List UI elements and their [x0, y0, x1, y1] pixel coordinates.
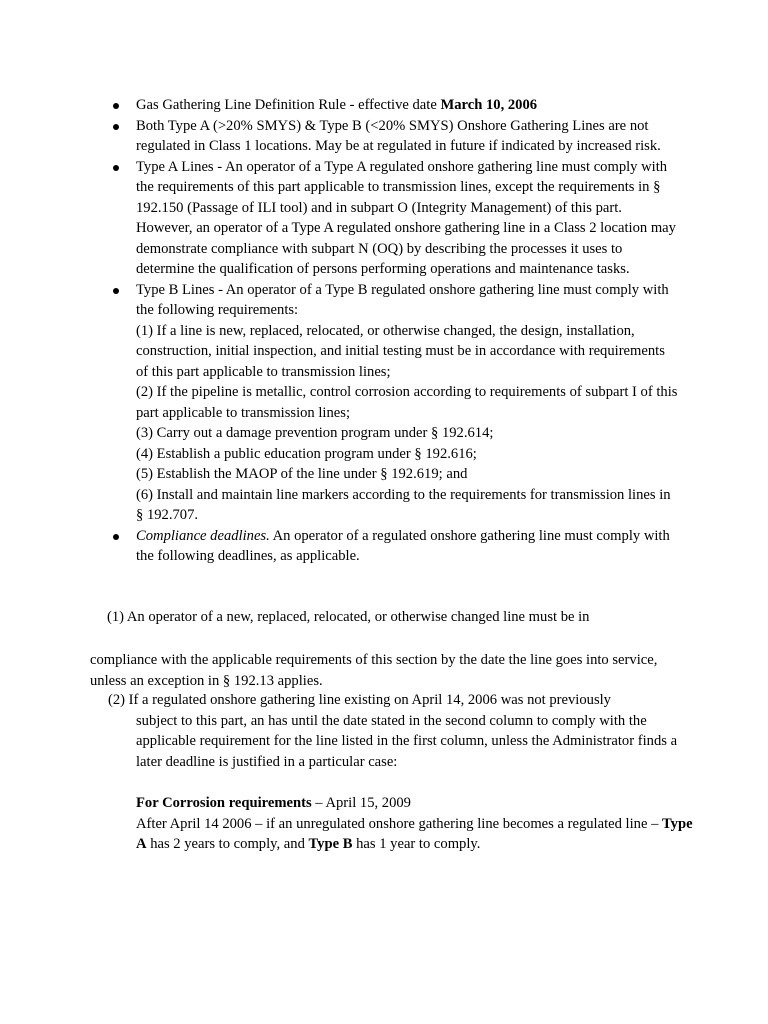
deadline-2-rest: subject to this part, an has until the date stated in the second column to comply with the applicable requirement for the line listed in the first column, unless the Administrator finds a later deadline is justified in a particular case:	[136, 712, 678, 770]
effective-date: March 10, 2006	[440, 97, 538, 113]
bullet-icon	[113, 288, 119, 294]
bullet-icon	[113, 534, 119, 540]
type-a-text: Type A Lines - An operator of a Type A regulated onshore gathering line must comply with the requirements of this part applicable to transmission lines, except the requirements in § 192.150 (Passage of ILI tool) and in subpart O (Integrity Management) of this part. However, an operator of a Type A regulated onshore gathering line in a Class 2 location may demonstrate compliance with subpart N (OQ) by describing the processes it uses to determine the qualification of persons performing operations and maintenance tasks.	[136, 158, 676, 277]
type-b-requirement: (2) If the pipeline is metallic, control corrosion according to requirements of subpart I of this part applicable to transmission lines;	[136, 384, 678, 421]
after-mid: has 2 years to comply, and	[146, 836, 309, 852]
compliance-heading: Compliance deadlines.	[136, 527, 270, 544]
compliance-text: An operator of a regulated onshore gathering line must comply with the following deadlines, as applicable.	[136, 527, 670, 564]
list-item	[0, 116, 768, 157]
deadline-2	[108, 690, 688, 772]
rule-text: Gas Gathering Line Definition Rule - effective date	[136, 97, 441, 113]
type-b-requirement: (5) Establish the MAOP of the line under § 192.619; and	[136, 466, 468, 482]
type-b-text: Type B Lines - An operator of a Type B regulated onshore gathering line must comply with the following requirements:	[136, 281, 669, 318]
type-a-label: Type A	[136, 815, 693, 852]
deadline-1-rest: compliance with the applicable requirements of this section by the date the line goes into service, unless an exception in § 192.13 applies.	[90, 652, 658, 689]
list-item	[0, 280, 768, 526]
corrosion-section	[136, 793, 696, 855]
type-b-label: Type B	[308, 836, 353, 852]
class1-text: Both Type A (>20% SMYS) & Type B (<20% SMYS) Onshore Gathering Lines are not regulated in Class 1 locations. May be at regulated in future if indicated by increased risk.	[136, 117, 661, 154]
deadline-1-start: (1) An operator of a new, replaced, relocated, or otherwise changed line must be in	[107, 609, 590, 625]
type-b-requirement: (1) If a line is new, replaced, relocated, or otherwise changed, the design, installation, construction, initial inspection, and initial testing must be in accordance with requirements of this part applicable to transmission lines;	[136, 322, 665, 380]
list-item	[0, 526, 768, 567]
list-item	[0, 157, 768, 280]
list-item	[0, 95, 768, 116]
bullet-icon	[113, 124, 119, 130]
type-b-requirement: (6) Install and maintain line markers according to the requirements for transmission lines in § 192.707.	[136, 486, 671, 523]
bullet-icon	[113, 165, 119, 171]
after-pre: After April 14 2006 – if an unregulated onshore gathering line becomes a regulated line –	[136, 815, 663, 832]
corrosion-date: – April 15, 2009	[311, 795, 411, 811]
type-b-requirement: (4) Establish a public education program under § 192.616;	[136, 445, 477, 462]
corrosion-line	[136, 793, 696, 814]
corrosion-label: For Corrosion requirements	[136, 795, 312, 811]
bullet-icon	[113, 103, 119, 109]
bullet-list	[0, 95, 768, 567]
after-post: has 1 year to comply.	[352, 836, 481, 852]
deadline-2-first-line: (2) If a regulated onshore gathering line existing on April 14, 2006 was not previously	[108, 692, 611, 708]
after-line	[136, 814, 696, 855]
type-b-requirement: (3) Carry out a damage prevention program under § 192.614;	[136, 425, 494, 441]
